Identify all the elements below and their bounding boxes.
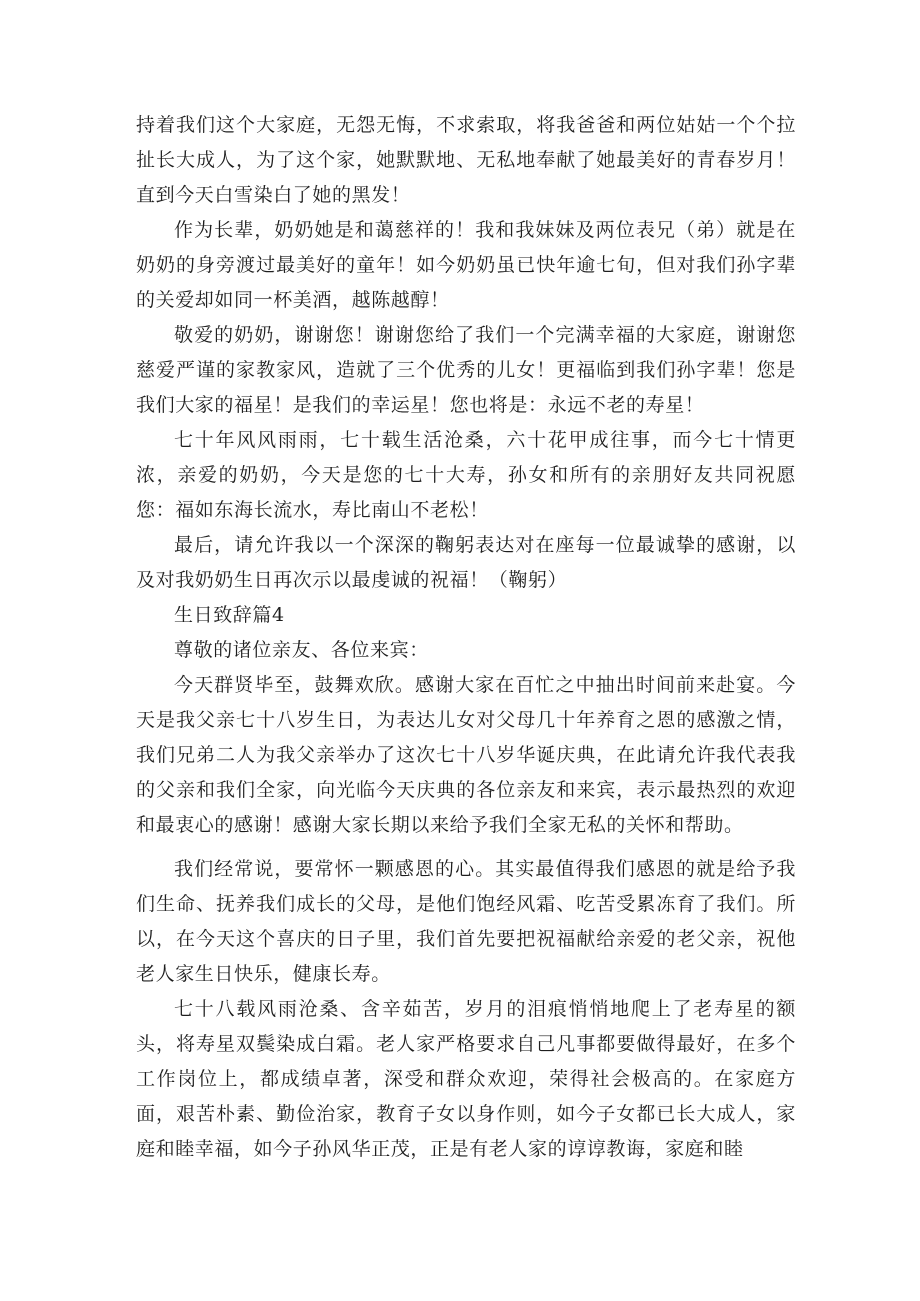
paragraph-2: 作为长辈，奶奶她是和蔼慈祥的！我和我妹妹及两位表兄（弟）就是在奶奶的身旁渡过最美好的童年！如今奶奶虽已快年逾七旬，但对我们孙字辈的关爱却如同一杯美酒，越陈越醇！ [136,219,796,311]
paragraph-3: 敬爱的奶奶，谢谢您！谢谢您给了我们一个完满幸福的大家庭，谢谢您慈爱严谨的家教家风，造就了三个优秀的儿女！更福临到我们孙字辈！您是我们大家的福星！是我们的幸运星！您也将是：永远不老的寿星！ [136,324,796,416]
section-paragraph-2: 我们经常说，要常怀一颗感恩的心。其实最值得我们感恩的就是给予我们生命、抚养我们成长的父母，是他们饱经风霜、吃苦受累冻育了我们。所以，在今天这个喜庆的日子里，我们首先要把祝福献给亲爱的老父亲，祝他老人家生日快乐，健康长寿。 [136,858,796,985]
section-title: 生日致辞篇4 [174,604,285,626]
paragraph-4: 七十年风风雨雨，七十载生活沧桑，六十花甲成往事，而今七十情更浓，亲爱的奶奶，今天是您的七十大寿，孙女和所有的亲朋好友共同祝愿您：福如东海长流水，寿比南山不老松！ [136,429,796,521]
section-paragraph-3: 七十八载风雨沧桑、含辛茹苦，岁月的泪痕悄悄地爬上了老寿星的额头，将寿星双鬓染成白霜。老人家严格要求自己凡事都要做得最好，在多个工作岗位上，都成绩卓著，深受和群众欢迎，荣得社会极高的。在家庭方面，艰苦朴素、勤俭治家，教育子女以身作则，如今子女都已长大成人，家庭和睦幸福，如今子孙风华正茂，正是有老人家的谆谆教诲，家庭和睦 [136,998,796,1160]
greeting-line: 尊敬的诸位亲友、各位来宾： [174,639,429,661]
paragraph-5: 最后，请允许我以一个深深的鞠躬表达对在座每一位最诚挚的感谢，以及对我奶奶生日再次示以最虔诚的祝福！（鞠躬） [136,534,796,591]
document-body [136,108,796,1167]
section-paragraph-1: 今天群贤毕至，鼓舞欢欣。感谢大家在百忙之中抽出时间前来赴宴。今天是我父亲七十八岁生日，为表达儿女对父母几十年养育之恩的感激之情，我们兄弟二人为我父亲举办了这次七十八岁华诞庆典，在此请允许我代表我的父亲和我们全家，向光临今天庆典的各位亲友和来宾，表示最热烈的欢迎和最衷心的感谢！感谢大家长期以来给予我们全家无私的关怀和帮助。 [136,674,796,836]
paragraph-1: 持着我们这个大家庭，无怨无悔，不求索取，将我爸爸和两位姑姑一个个拉扯长大成人，为了这个家，她默默地、无私地奉献了她最美好的青春岁月！直到今天白雪染白了她的黑发！ [136,114,796,206]
